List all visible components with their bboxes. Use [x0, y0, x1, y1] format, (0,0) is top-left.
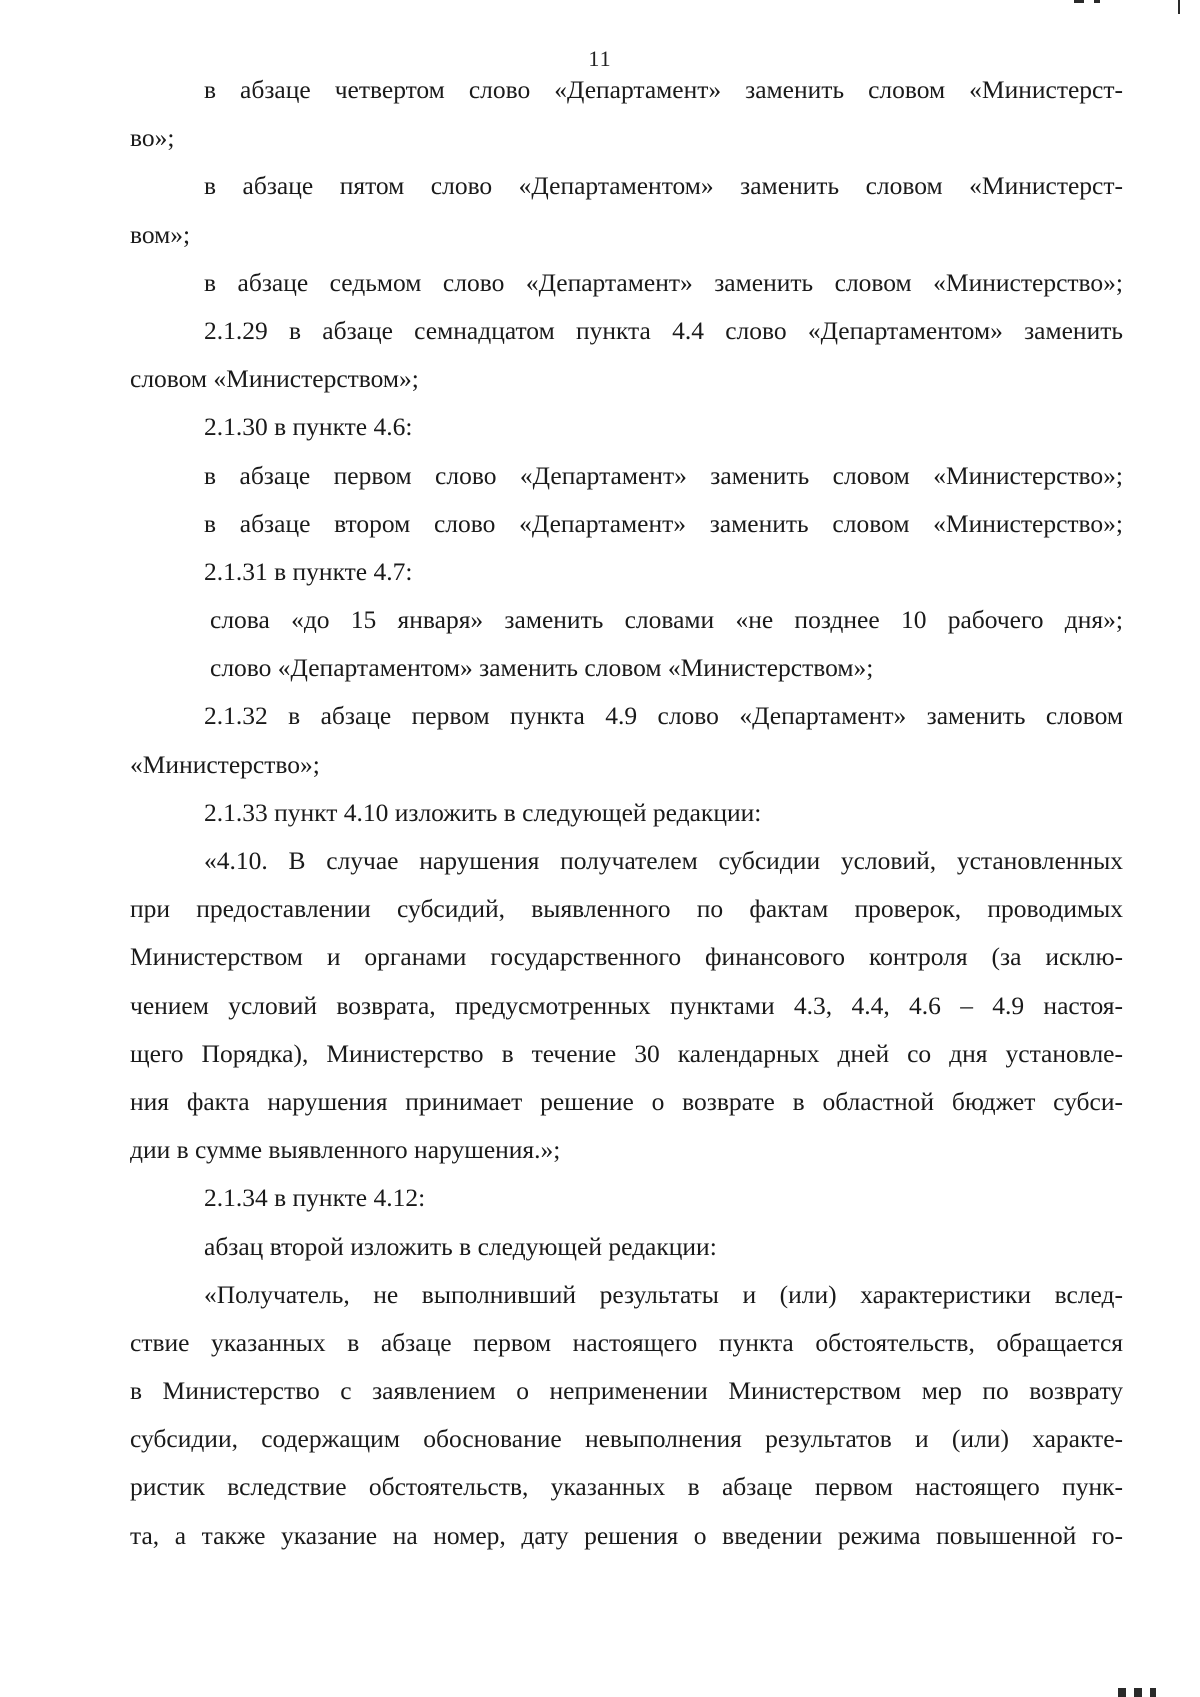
scan-mark-top-right-c [1178, 0, 1180, 14]
text-line: ния факта нарушения принимает решение о возврате в областной бюджет субси- [130, 1086, 1123, 1116]
text-line: 2.1.34 в пункте 4.12: [204, 1183, 426, 1213]
text-line: вом»; [130, 219, 191, 249]
text-line: в абзаце седьмом слово «Департамент» заменить словом «Министерство»; [204, 267, 1123, 297]
text-line: «Министерство»; [130, 749, 320, 779]
text-line: щего Порядка), Министерство в течение 30 календарных дней со дня установле- [130, 1038, 1123, 1068]
scan-mark-top-right-b [1094, 0, 1100, 3]
text-line: дии в сумме выявленного нарушения.»; [130, 1135, 561, 1165]
text-line: Министерством и органами государственного финансового контроля (за исклю- [130, 942, 1123, 972]
text-line: 2.1.32 в абзаце первом пункта 4.9 слово «Департамент» заменить словом [204, 701, 1123, 731]
page-number: 11 [588, 46, 612, 71]
text-line: 2.1.31 в пункте 4.7: [204, 556, 413, 586]
text-line: в абзаце втором слово «Департамент» заменить словом «Министерство»; [204, 508, 1123, 538]
text-line: при предоставлении субсидий, выявленного по фактам проверок, проводимых [130, 894, 1123, 924]
text-line: субсидии, содержащим обоснование невыполнения результатов и (или) характе- [130, 1424, 1123, 1454]
scan-mark-top-right-a [1074, 0, 1084, 3]
text-line: слова «до 15 января» заменить словами «не позднее 10 рабочего дня»; [210, 605, 1123, 635]
text-line: во»; [130, 123, 175, 153]
text-line: в абзаце четвертом слово «Департамент» заменить словом «Министерст- [204, 75, 1123, 104]
text-line: 2.1.33 пункт 4.10 изложить в следующей редакции: [204, 797, 762, 827]
text-line: в Министерство с заявлением о неприменении Министерством мер по возврату [130, 1376, 1123, 1406]
document-body [130, 66, 1123, 1560]
text-line: в абзаце первом слово «Департамент» заменить словом «Министерство»; [204, 460, 1123, 490]
text-line: словом «Министерством»; [130, 364, 419, 394]
text-line: чением условий возврата, предусмотренных пунктами 4.3, 4.4, 4.6 – 4.9 настоя- [130, 990, 1123, 1020]
text-line: слово «Департаментом» заменить словом «Министерством»; [210, 653, 874, 683]
text-line: 2.1.29 в абзаце семнадцатом пункта 4.4 слово «Департаментом» заменить [204, 315, 1123, 345]
text-line: «Получатель, не выполнивший результаты и (или) характеристики вслед- [204, 1279, 1123, 1309]
text-line: та, а также указание на номер, дату решения о введении режима повышенной го- [130, 1520, 1123, 1550]
scan-mark-bottom-right-a [1118, 1688, 1126, 1697]
scan-mark-bottom-right-b [1134, 1688, 1142, 1697]
text-line: 2.1.30 в пункте 4.6: [204, 412, 413, 442]
text-line: в абзаце пятом слово «Департаментом» заменить словом «Министерст- [204, 171, 1123, 201]
text-line: «4.10. В случае нарушения получателем субсидии условий, установленных [204, 846, 1123, 875]
text-line: ристик вследствие обстоятельств, указанных в абзаце первом настоящего пунк- [130, 1472, 1123, 1502]
text-line: ствие указанных в абзаце первом настоящего пункта обстоятельств, обращается [130, 1327, 1123, 1357]
scan-mark-bottom-right-c [1150, 1688, 1156, 1697]
text-line: абзац второй изложить в следующей редакции: [204, 1231, 717, 1261]
